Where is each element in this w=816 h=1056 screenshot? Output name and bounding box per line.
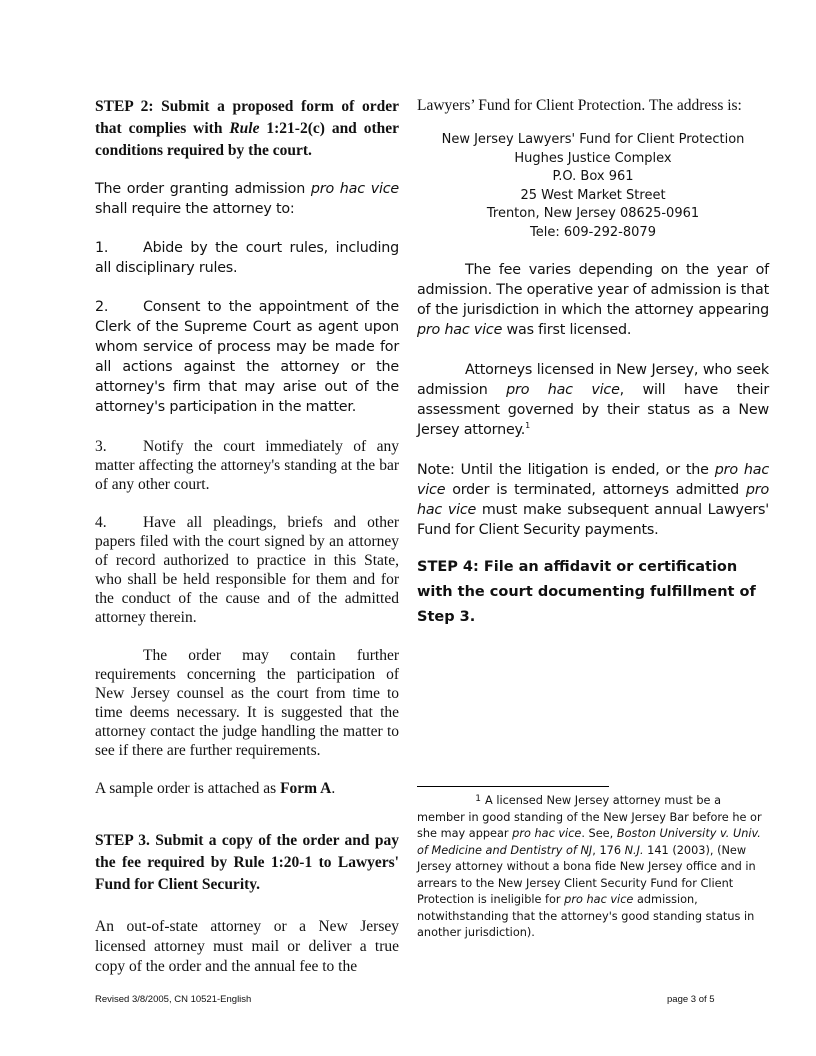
footnote-divider (417, 786, 609, 787)
page-number: page 3 of 5 (667, 994, 715, 1005)
footnote-reference: 1 (525, 421, 531, 431)
list-item-2: 2. Consent to the appointment of the Clerk of the Supreme Court as agent upon whom service of process may be made for all actions against the attorney or the attorney's firm that may arise out of the attorney's participation in the matter. (95, 299, 399, 415)
note-paragraph: Note: Until the litigation is ended, or the pro hac vice order is terminated, attorneys admitted pro hac vice must make subsequent annual Lawyers' Fund for Client Security payments. (417, 462, 770, 538)
list-item-3: 3. Notify the court immediately of any matter affecting the attorney's standing at the bar of any other court. (95, 438, 399, 493)
mailing-address (417, 131, 769, 242)
address-line: New Jersey Lawyers' Fund for Client Protection (441, 132, 745, 147)
step4-heading: STEP 4: File an affidavit or certification with the court documenting fulfillment of Step 3. (417, 559, 756, 625)
sample-order-line: A sample order is attached as Form A. (95, 780, 336, 797)
nj-attorney-paragraph: Attorneys licensed in New Jersey, who seek admission pro hac vice, will have their assessment governed by their status as a New Jersey attorney.$^1$ (417, 362, 769, 438)
fee-paragraph: The fee varies depending on the year of admission. The operative year of admission is that of the jurisdiction in which the attorney appearing pro hac vice was first licensed. (417, 262, 769, 338)
address-line: P.O. Box 961 (552, 169, 634, 184)
address-line: 25 West Market Street (520, 187, 666, 203)
order-intro: The order granting admission pro hac vice shall require the attorney to: (95, 181, 399, 217)
step3-body: An out-of-state attorney or a New Jersey licensed attorney must mail or deliver a true copy of the order and the annual fee to the (95, 918, 399, 975)
address-line: Trenton, New Jersey 08625-0961 (486, 206, 700, 221)
revision-footer: Revised 3/8/2005, CN 10521-English (95, 994, 252, 1005)
right-column (417, 96, 769, 630)
footnote: 1 A licensed New Jersey attorney must be a member in good standing of the New Jersey Bar before he or she may appear pro hac vice. See, Boston University v. Univ. of Medicine and Dentistry of NJ, 176 N.J. 141 (2003), (New Jersey attorney without a bona fide New Jersey office and in arrears to the New Jersey Client Security Fund for Client Protection is ineligible for pro hac vice admission, notwithstanding that the attorney's good standing status in another jurisdiction). (417, 794, 762, 939)
footnote-number: 1 (475, 794, 481, 804)
continued-text: Lawyers’ Fund for Client Protection. The address is: (417, 97, 742, 114)
list-item-4: 4. Have all pleadings, briefs and other papers filed with the court signed by an attorney of record authorized to practice in this State, who shall be held responsible for them and for the conduct of the cause and of the admitted attorney therein. (95, 514, 399, 626)
step2-heading: STEP 2: Submit a proposed form of order that complies with Rule 1:21-2(c) and other conditions required by the court. (95, 98, 399, 159)
address-line: Hughes Justice Complex (514, 150, 672, 166)
step3-heading: STEP 3. Submit a copy of the order and pay the fee required by Rule 1:20-1 to Lawyers' Fund for Client Security. (95, 832, 399, 893)
further-requirements-paragraph: The order may contain further requirements concerning the participation of New Jersey counsel as the court from time to time deems necessary. It is suggested that the attorney contact the judge handling the matter to see if there are further requirements. (95, 647, 399, 759)
list-item-1: 1. Abide by the court rules, including all disciplinary rules. (95, 240, 399, 276)
rule-italic: Rule (229, 120, 260, 137)
left-column (95, 96, 399, 977)
address-line: Tele: 609-292-8079 (530, 224, 656, 240)
